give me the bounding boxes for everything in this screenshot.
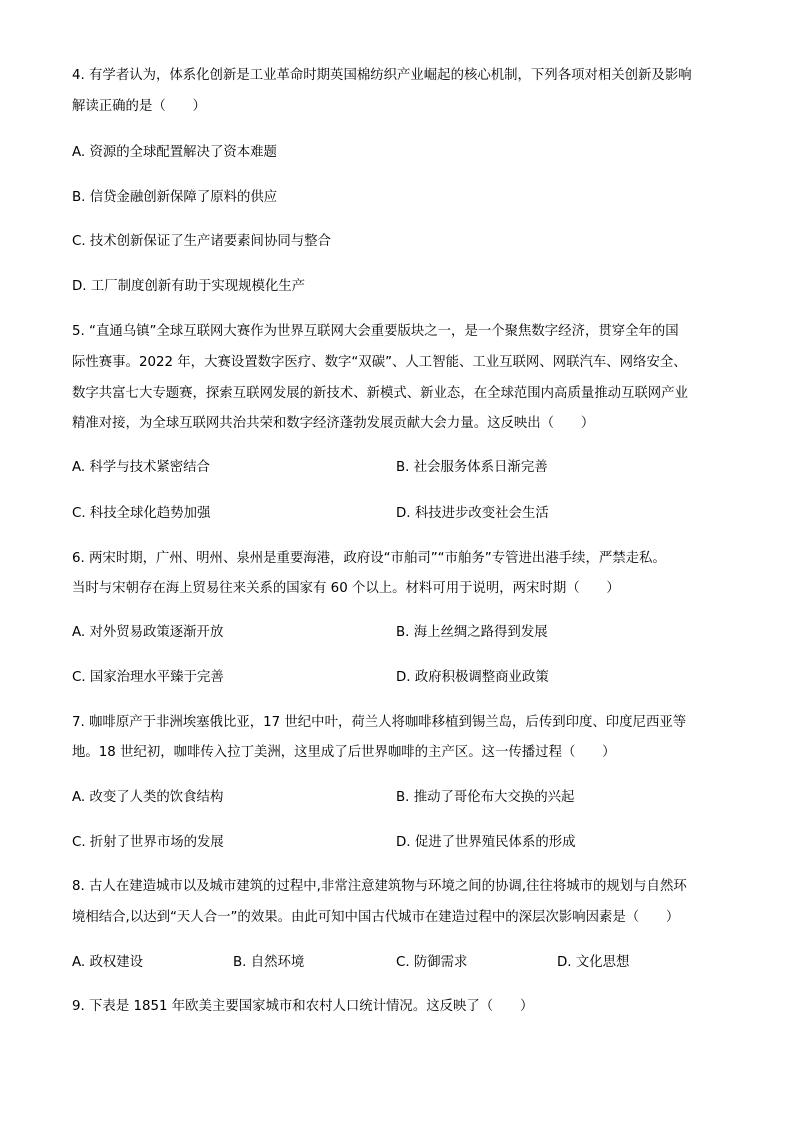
q6-option-c: C. 国家治理水平臻于完善 [72,670,224,685]
q5-option-b: B. 社会服务体系日渐完善 [396,460,548,475]
q5-stem-line-4: 精准对接，为全球互联网共治共荣和数字经济蓬勃发展贡献大会力量。这反映出（ ） [72,416,595,431]
q7-stem-line-1: 7. 咖啡原产于非洲埃塞俄比亚，17 世纪中叶，荷兰人将咖啡移植到锡兰岛，后传到印度、印度尼西亚等 [72,715,687,730]
q6-stem-line-2: 当时与宋朝存在海上贸易往来关系的国家有 60 个以上。材料可用于说明，两宋时期（ ） [72,581,620,596]
q8-option-a: A. 政权建设 [72,955,143,970]
q7-stem-line-2: 地。18 世纪初，咖啡传入拉丁美洲，这里成了后世界咖啡的主产区。这一传播过程（ ） [72,745,616,760]
q5-stem-line-2: 际性赛事。2022 年，大赛设置数字医疗、数字“双碳”、人工智能、工业互联网、网联汽车、网络安全、 [72,355,687,370]
q5-option-c: C. 科技全球化趋势加强 [72,506,211,521]
q5-option-d: D. 科技进步改变社会生活 [396,506,549,521]
q4-option-d: D. 工厂制度创新有助于实现规模化生产 [72,279,306,294]
q5-option-a: A. 科学与技术紧密结合 [72,460,210,475]
q7-option-b: B. 推动了哥伦布大交换的兴起 [396,790,575,805]
q8-option-c: C. 防御需求 [396,955,468,970]
q4-option-b: B. 信贷金融创新保障了原料的供应 [72,190,278,205]
q8-option-b: B. 自然环境 [233,955,305,970]
q6-option-b: B. 海上丝绸之路得到发展 [396,625,548,640]
q4-stem-line-2: 解读正确的是（ ） [72,99,206,114]
q6-stem-line-1: 6. 两宋时期，广州、明州、泉州是重要海港，政府设“市舶司”“市舶务”专管进出港手续，严禁走私。 [72,551,666,566]
q4-stem-line-1: 4. 有学者认为，体系化创新是工业革命时期英国棉纺织产业崛起的核心机制，下列各项对相关创新及影响 [72,68,692,83]
q4-option-c: C. 技术创新保证了生产诸要素间协同与整合 [72,234,331,249]
q6-option-a: A. 对外贸易政策逐渐开放 [72,625,224,640]
q5-stem-line-3: 数字共富七大专题赛，探索互联网发展的新技术、新模式、新业态，在全球范围内高质量推动互联网产业 [72,386,688,401]
q7-option-a: A. 改变了人类的饮食结构 [72,790,224,805]
q4-option-a: A. 资源的全球配置解决了资本难题 [72,145,277,160]
q7-option-d: D. 促进了世界殖民体系的形成 [396,835,576,850]
q5-stem-line-1: 5. “直通乌镇”全球互联网大赛作为世界互联网大会重要版块之一，是一个聚焦数字经济，贯穿全年的国 [72,324,679,339]
q8-stem-line-2: 境相结合,以达到“天人合一”的效果。由此可知中国古代城市在建造过程中的深层次影响因素是（ ） [72,910,680,925]
q7-option-c: C. 折射了世界市场的发展 [72,835,224,850]
q8-stem-line-1: 8. 古人在建造城市以及城市建筑的过程中,非常注意建筑物与环境之间的协调,往往将城市的规划与自然环 [72,879,687,894]
q8-option-d: D. 文化思想 [557,955,630,970]
q6-option-d: D. 政府积极调整商业政策 [396,670,549,685]
q9-stem-line-1: 9. 下表是 1851 年欧美主要国家城市和农村人口统计情况。这反映了（ ） [72,999,534,1014]
